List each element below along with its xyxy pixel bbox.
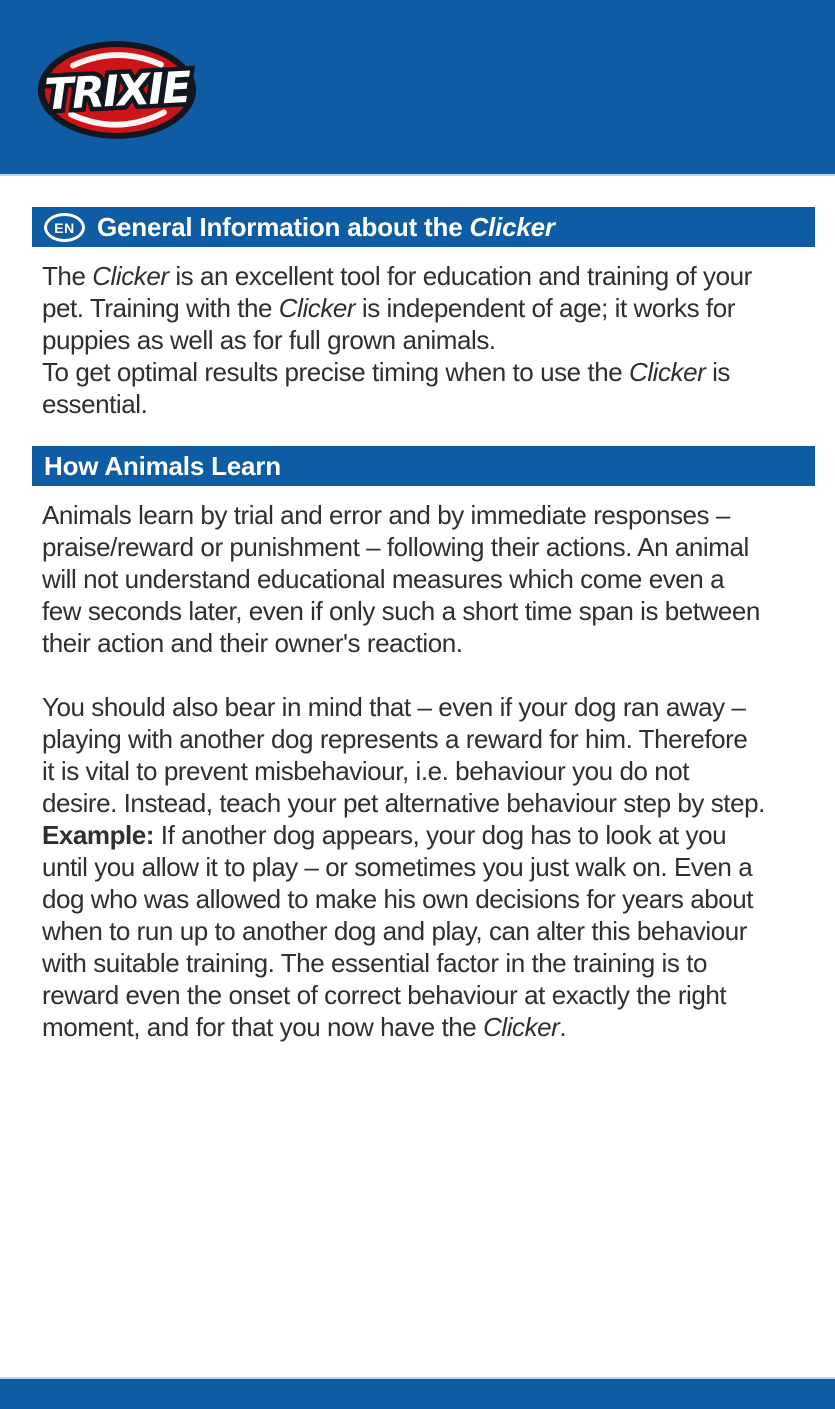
text-segment: essential.: [42, 389, 148, 419]
section-general-information: [0, 207, 835, 420]
text-segment: with suitable training. The essential factor in the training is to: [42, 948, 707, 978]
text-line: [42, 627, 817, 659]
text-line: [42, 356, 817, 388]
text-line: [42, 292, 817, 324]
paragraph: [42, 260, 817, 420]
text-segment: will not understand educational measures which come even a: [42, 564, 725, 594]
text-line: [42, 1011, 817, 1043]
text-segment: is independent of age; it works for: [355, 293, 735, 323]
section-how-animals-learn: [0, 446, 835, 1043]
text-line: [42, 979, 817, 1011]
text-line: [42, 915, 817, 947]
section-header-general-information: [32, 207, 815, 247]
text-segment: .: [559, 1012, 567, 1042]
language-badge-en-icon: [44, 213, 85, 242]
text-segment: To get optimal results precise timing when to use the: [42, 357, 630, 387]
text-segment: moment, and for that you now have the: [42, 1012, 484, 1042]
text-segment: desire. Instead, teach your pet alternative behaviour step by step.: [42, 788, 765, 818]
text-line: [42, 947, 817, 979]
text-line: [42, 260, 817, 292]
text-segment: is an excellent tool for education and training of your: [168, 261, 752, 291]
text-segment: it is vital to prevent misbehaviour, i.e. behaviour you do not: [42, 756, 690, 786]
language-badge-label: EN: [54, 219, 75, 236]
text-line: [42, 851, 817, 883]
text-line: [42, 819, 817, 851]
text-segment: dog who was allowed to make his own decisions for years about: [42, 884, 754, 914]
text-segment: If another dog appears, your dog has to look at you: [154, 820, 727, 850]
brand-header-band: [0, 0, 835, 176]
text-line: [42, 723, 817, 755]
text-segment: How Animals Learn: [44, 450, 281, 481]
text-segment: Clicker: [483, 1012, 560, 1042]
paragraph: [42, 691, 817, 1043]
text-line: [42, 563, 817, 595]
text-segment: when to run up to another dog and play, can alter this behaviour: [42, 916, 747, 946]
section-title-general-information: [97, 212, 555, 243]
text-line: [42, 691, 817, 723]
text-segment: Clicker: [469, 211, 555, 242]
text-segment: few seconds later, even if only such a short time span is between: [42, 596, 760, 626]
text-segment: Clicker: [629, 357, 706, 387]
text-segment: is: [705, 357, 730, 387]
text-segment: The: [42, 261, 93, 291]
text-segment: You should also bear in mind that – even if your dog ran away –: [42, 692, 746, 722]
section-body-how-animals-learn: [42, 486, 817, 1043]
text-segment: Example:: [42, 820, 155, 850]
content-area: [0, 207, 835, 1043]
text-segment: Clicker: [278, 293, 356, 323]
trixie-logo: [34, 38, 200, 142]
text-line: [42, 499, 817, 531]
text-segment: pet. Training with the: [42, 293, 279, 323]
text-segment: Clicker: [92, 261, 169, 291]
text-segment: until you allow it to play – or sometimes you just walk on. Even a: [42, 852, 753, 882]
text-line: [42, 595, 817, 627]
text-line: [42, 388, 817, 420]
section-body-general-information: [42, 247, 817, 420]
section-header-how-animals-learn: [32, 446, 815, 486]
trixie-logo-graphic: [34, 38, 200, 142]
text-segment: their action and their owner's reaction.: [42, 628, 463, 658]
text-segment: puppies as well as for full grown animals.: [42, 325, 496, 355]
text-segment: Animals learn by trial and error and by immediate responses –: [42, 500, 730, 530]
section-title-how-animals-learn: [44, 451, 281, 482]
text-line: [42, 787, 817, 819]
text-line: [42, 755, 817, 787]
text-line: [42, 324, 817, 356]
text-line: [42, 883, 817, 915]
text-line: [42, 531, 817, 563]
text-segment: reward even the onset of correct behaviour at exactly the right: [42, 980, 727, 1010]
text-segment: playing with another dog represents a reward for him. Therefore: [42, 724, 748, 754]
footer-band: [0, 1377, 835, 1409]
trixie-logo-text: TRIXIE: [43, 62, 191, 121]
paragraph: [42, 499, 817, 659]
text-segment: praise/reward or punishment – following their actions. An animal: [42, 532, 749, 562]
text-segment: General Information about the: [97, 211, 470, 242]
